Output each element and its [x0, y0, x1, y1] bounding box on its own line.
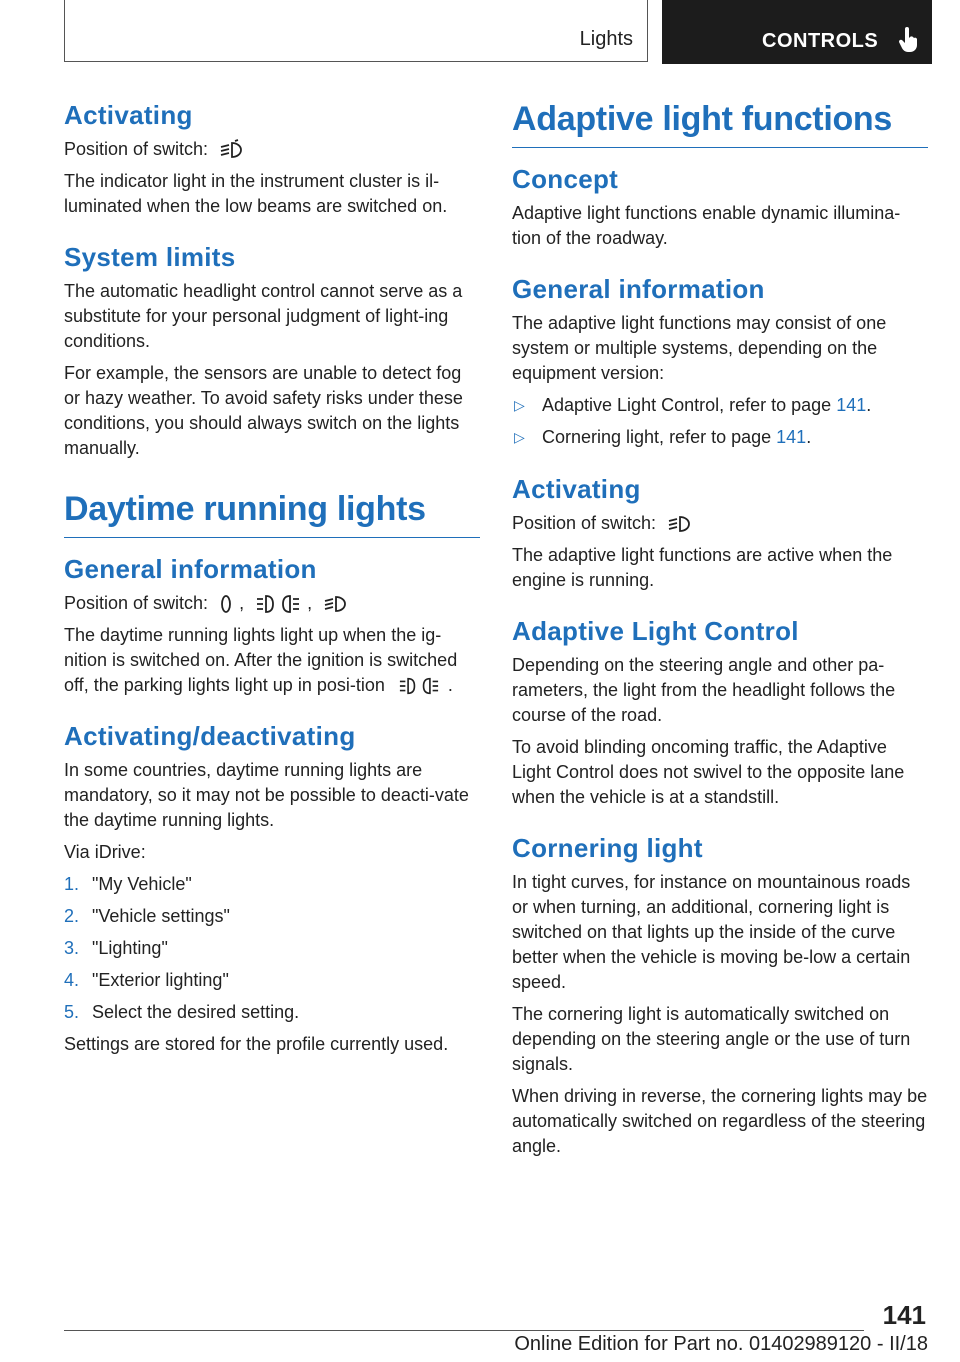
alc-heading: Adaptive Light Control [512, 616, 799, 646]
chapter-title: CONTROLS [762, 30, 879, 52]
hand-pointer-icon [898, 27, 920, 53]
chapter-tab [662, 0, 932, 64]
alc-p2: To avoid blinding oncoming traffic, the Adaptive Light Control does not swivel to the opposite lane when the vehicle is at a standstill. [512, 737, 905, 807]
adaptive-title: Adaptive light functions [512, 100, 928, 148]
activating-switch-line: Position of switch: [64, 137, 480, 162]
cornering-p3: When driving in reverse, the cornering lights may be automatically switched on regardless of the steering angle. [512, 1086, 928, 1156]
adaptive-systems-list [512, 393, 928, 450]
idrive-steps [64, 872, 480, 1025]
section-title: Lights [579, 28, 633, 50]
drl-activating-heading: Activating/deactivating [64, 721, 356, 751]
adaptive-activating-heading: Activating [512, 474, 641, 504]
low-beam-auto-icon [323, 593, 349, 615]
drl-switch-line: Position of switch: , , [64, 591, 480, 616]
list-item: 4. "Exterior lighting" [64, 970, 229, 990]
list-item: 1. "My Vehicle" [64, 874, 192, 894]
cornering-p2: The cornering light is automatically switched on depending on the steering angle or the use of turn signals. [512, 1004, 911, 1074]
alc-p1: Depending on the steering angle and other pa-rameters, the light from the headlight follows the course of the road. [512, 655, 896, 725]
idrive-label: Via iDrive: [64, 842, 146, 862]
general-info-heading: General information [512, 274, 765, 304]
settings-note: Settings are stored for the profile currently used. [64, 1034, 449, 1054]
list-item: 5. Select the desired setting. [64, 1002, 300, 1022]
right-column [512, 100, 928, 1166]
activating-heading: Activating [64, 100, 193, 130]
left-column [64, 100, 480, 1064]
list-item: 3. "Lighting" [64, 938, 168, 958]
drl-title: Daytime running lights [64, 490, 480, 538]
list-item: ▷ Cornering light, refer to page 141. [514, 427, 812, 447]
general-info-text: The adaptive light functions may consist of one system or multiple systems, depending on the equipment version: [512, 313, 887, 383]
system-limits-p1: The automatic headlight control cannot serve as a substitute for your personal judgment of light-ing conditions. [64, 281, 463, 351]
section-tab [64, 0, 648, 62]
adaptive-switch-line: Position of switch: [512, 511, 928, 536]
list-item: 2. "Vehicle settings" [64, 906, 230, 926]
drl-general-heading: General information [64, 554, 317, 584]
page-number: 141 [882, 1300, 926, 1330]
switch-off-icon [219, 593, 233, 615]
parking-light-icon [255, 593, 301, 615]
drl-activating-p1: In some countries, daytime running lights are mandatory, so it may not be possible to deacti-vate the daytime running lights. [64, 760, 469, 830]
parking-light-icon [396, 676, 442, 696]
low-beam-auto-icon [219, 139, 245, 161]
system-limits-p2: For example, the sensors are unable to detect fog or hazy weather. To avoid safety risks under these conditions, you should always switch on the lights manually. [64, 363, 463, 458]
system-limits-heading: System limits [64, 242, 236, 272]
concept-text: Adaptive light functions enable dynamic illumina-tion of the roadway. [512, 203, 901, 248]
concept-heading: Concept [512, 164, 619, 194]
adaptive-activating-text: The adaptive light functions are active when the engine is running. [512, 545, 893, 590]
list-item: ▷ Adaptive Light Control, refer to page 141. [514, 395, 872, 415]
drl-text: The daytime running lights light up when the ig-nition is switched on. After the ignition is switched off, the parking lights light up in posi-tion . [64, 625, 458, 695]
cornering-p1: In tight curves, for instance on mountainous roads or when turning, an additional, cornering light is switched on that lights up the inside of the curve better when the vehicle is moving be-low a certain speed. [512, 872, 911, 992]
page-reference-link[interactable]: 141 [776, 427, 807, 447]
activating-text: The indicator light in the instrument cluster is il-luminated when the low beams are switched on. [64, 171, 448, 216]
cornering-heading: Cornering light [512, 833, 703, 863]
low-beam-auto-icon [667, 513, 693, 535]
page-header [64, 0, 932, 66]
edition-note: Online Edition for Part no. 01402989120 - II/18 [514, 1333, 928, 1355]
page-reference-link[interactable]: 141 [836, 395, 867, 415]
footer-divider [64, 1330, 864, 1331]
